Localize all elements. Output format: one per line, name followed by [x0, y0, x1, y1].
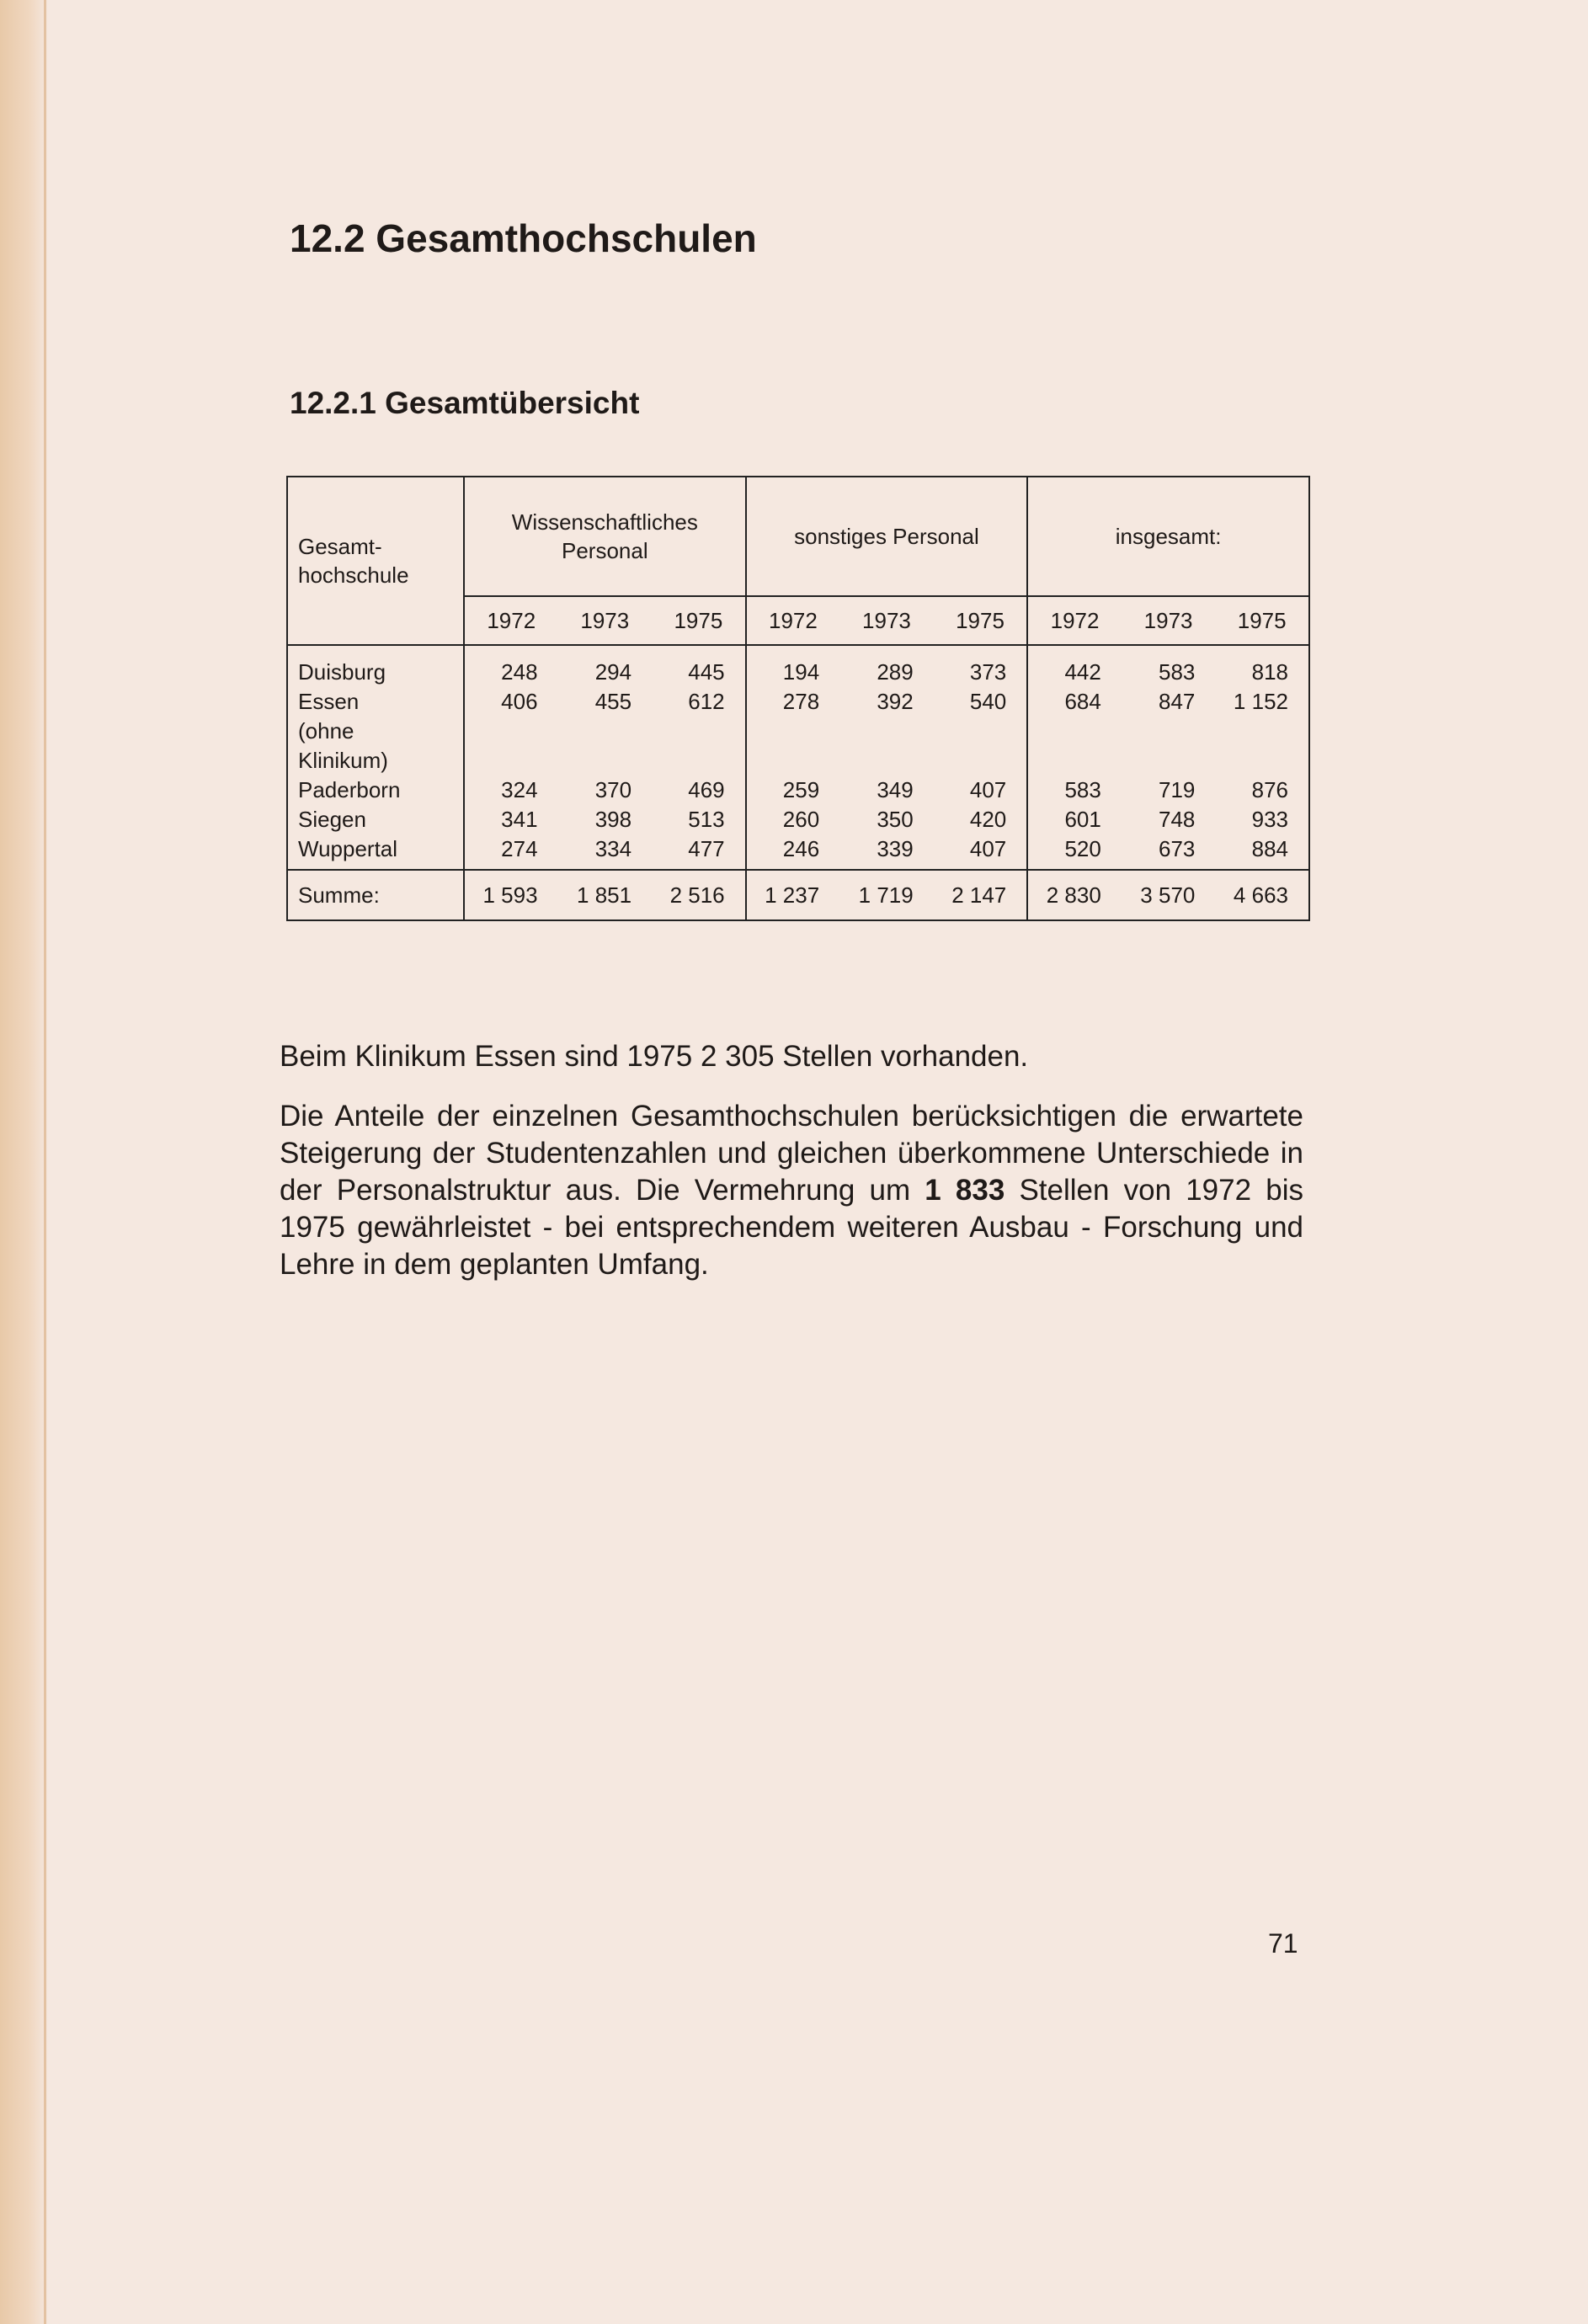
value-cell: 477: [688, 836, 725, 861]
subsection-title: 12.2.1 Gesamtübersicht: [290, 386, 640, 420]
value-cell: 392: [877, 689, 914, 714]
header-insgesamt: [1027, 477, 1309, 596]
header-name-line1: Gesamt-: [298, 534, 382, 559]
year-cell: 1975: [652, 596, 746, 645]
value-cell: 520: [1064, 836, 1101, 861]
value-cell: 260: [782, 807, 820, 832]
year-cell: 1972: [746, 596, 840, 645]
section-title: 12.2 Gesamthochschulen: [290, 216, 757, 260]
value-cell: 612: [688, 689, 725, 714]
year-cell: 1973: [1122, 596, 1216, 645]
sum-cell: 1 593: [464, 870, 558, 920]
value-cell: 294: [594, 659, 632, 685]
value-cell: 407: [969, 777, 1007, 802]
value-cell: 818: [1251, 659, 1288, 685]
school-name: Duisburg: [298, 659, 386, 685]
klinikum-note: Beim Klinikum Essen sind 1975 2 305 Stellen vorhanden.: [280, 1040, 1029, 1073]
header-sonst-label: sonstiges Personal: [794, 524, 979, 549]
value-cell: 334: [594, 836, 632, 861]
value-cell: 274: [501, 836, 538, 861]
value-cell: 420: [969, 807, 1007, 832]
value-cell: 876: [1251, 777, 1288, 802]
value-cell: 884: [1251, 836, 1288, 861]
sum-cell: 4 663: [1215, 870, 1309, 920]
col-wiss-1973: [558, 645, 653, 870]
year-cell: 1972: [1027, 596, 1122, 645]
school-name: Klinikum): [298, 748, 388, 773]
value-cell: 684: [1064, 689, 1101, 714]
header-sonstiges-personal: [746, 477, 1028, 596]
value-cell: 469: [688, 777, 725, 802]
value-cell: 339: [877, 836, 914, 861]
value-cell: 540: [969, 689, 1007, 714]
value-cell: 194: [782, 659, 820, 685]
school-name: Wuppertal: [298, 836, 398, 861]
sum-cell: 1 851: [558, 870, 653, 920]
year-cell: 1973: [558, 596, 653, 645]
header-wiss-personal: [464, 477, 746, 596]
year-cell: 1972: [464, 596, 558, 645]
sum-cell: 2 147: [934, 870, 1028, 920]
value-cell: 673: [1158, 836, 1196, 861]
value-cell: 398: [594, 807, 632, 832]
school-name: Siegen: [298, 807, 366, 832]
value-cell: 445: [688, 659, 725, 685]
value-cell: 513: [688, 807, 725, 832]
page-number: 71: [1268, 1928, 1298, 1959]
sum-cell: 1 237: [746, 870, 840, 920]
value-cell: 1 152: [1233, 689, 1288, 714]
sum-label: Summe:: [287, 870, 464, 920]
value-cell: 350: [877, 807, 914, 832]
value-cell: 341: [501, 807, 538, 832]
value-cell: 601: [1064, 807, 1101, 832]
year-cell: 1975: [1215, 596, 1309, 645]
value-cell: 847: [1158, 689, 1196, 714]
page-edge: [0, 0, 49, 2324]
value-cell: 719: [1158, 777, 1196, 802]
overview-table: [286, 476, 1310, 921]
value-cell: 455: [594, 689, 632, 714]
page-fold: [44, 0, 46, 2324]
value-cell: 933: [1251, 807, 1288, 832]
col-insg-1972: [1027, 645, 1122, 870]
value-cell: 748: [1158, 807, 1196, 832]
body-paragraph: [280, 1098, 1303, 1283]
sum-cell: 2 516: [652, 870, 746, 920]
value-cell: 583: [1158, 659, 1196, 685]
school-name: (ohne: [298, 718, 354, 744]
school-name: Essen: [298, 689, 360, 714]
header-name-line2: hochschule: [298, 562, 409, 588]
year-cell: 1975: [934, 596, 1028, 645]
table-body-block: [287, 645, 1309, 870]
sum-row: [287, 870, 1309, 920]
header-wiss-line2: Personal: [562, 538, 648, 563]
value-cell: 278: [782, 689, 820, 714]
year-cell: 1973: [839, 596, 934, 645]
col-sonst-1973: [839, 645, 934, 870]
school-name: Paderborn: [298, 777, 401, 802]
paragraph-text-after: Stellen von 1972 bis 1975 gewährleistet - bei entsprechendem weiteren Ausbau - Forschung und Lehre in dem geplanten Umfang.: [280, 1174, 1303, 1281]
paragraph-bold-number: 1 833: [925, 1174, 1005, 1207]
col-insg-1975: [1215, 645, 1309, 870]
value-cell: 289: [877, 659, 914, 685]
paragraph-text-before: Die Anteile der einzelnen Gesamthochschulen berücksichtigen die erwartete Steigerung der Studentenzahlen und gleichen überkommene Unterschiede in der Personalstruktur aus. Die Vermehrung um: [280, 1100, 1303, 1207]
value-cell: 248: [501, 659, 538, 685]
sum-cell: 3 570: [1122, 870, 1216, 920]
value-cell: 324: [501, 777, 538, 802]
value-cell: 583: [1064, 777, 1101, 802]
sum-cell: 1 719: [839, 870, 934, 920]
header-gesamthochschule: [287, 477, 464, 645]
value-cell: 442: [1064, 659, 1101, 685]
col-wiss-1972: [464, 645, 558, 870]
value-cell: 407: [969, 836, 1007, 861]
header-insg-label: insgesamt:: [1115, 524, 1222, 549]
value-cell: 370: [594, 777, 632, 802]
value-cell: 349: [877, 777, 914, 802]
value-cell: 259: [782, 777, 820, 802]
col-sonst-1975: [934, 645, 1028, 870]
value-cell: 373: [969, 659, 1007, 685]
col-wiss-1975: [652, 645, 746, 870]
header-wiss-line1: Wissenschaftliches: [511, 509, 698, 535]
value-cell: 246: [782, 836, 820, 861]
school-names: [287, 645, 464, 870]
value-cell: 406: [501, 689, 538, 714]
sum-cell: 2 830: [1027, 870, 1122, 920]
col-insg-1973: [1122, 645, 1216, 870]
col-sonst-1972: [746, 645, 840, 870]
